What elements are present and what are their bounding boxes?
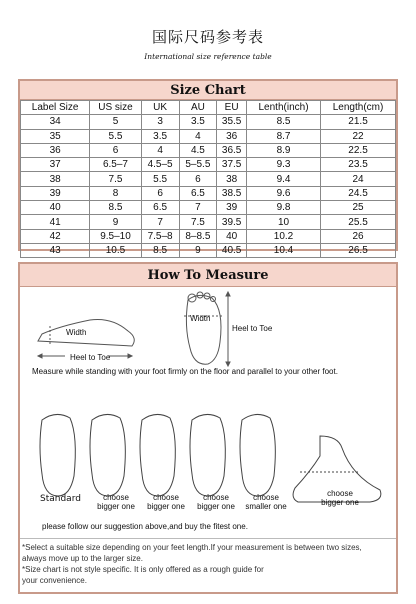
table-cell: 36.5 [217,143,247,157]
table-cell: 23.5 [321,158,396,172]
table-cell: 36 [21,143,90,157]
note-line-2: always move up to the larger size. [22,554,143,563]
table-cell: 6.5–7 [90,158,141,172]
table-cell: 39.5 [217,215,247,229]
column-header: EU [217,101,247,115]
table-cell: 40.5 [217,243,247,257]
table-cell: 24 [321,172,396,186]
table-cell: 37.5 [217,158,247,172]
table-cell: 9.3 [246,158,320,172]
table-cell: 41 [21,215,90,229]
table-row [21,143,396,157]
table-cell: 39 [217,201,247,215]
table-cell: 8.5 [141,243,179,257]
table-cell: 36 [217,129,247,143]
table-cell: 6.5 [141,201,179,215]
table-cell: 37 [21,158,90,172]
table-cell: 9.5–10 [90,229,141,243]
table-cell: 7 [179,201,217,215]
table-cell: 6 [90,143,141,157]
table-row [21,229,396,243]
table-row [21,158,396,172]
size-chart-header [20,81,396,100]
table-cell: 35.5 [217,115,247,129]
table-cell: 26 [321,229,396,243]
standard-label: Standard [40,494,81,504]
table-cell: 8.9 [246,143,320,157]
table-cell: 35 [21,129,90,143]
table-cell: 9 [179,243,217,257]
table-cell: 8.7 [246,129,320,143]
table-cell: 22.5 [321,143,396,157]
table-cell: 4.5–5 [141,158,179,172]
table-body [21,115,396,258]
column-header: AU [179,101,217,115]
table-cell: 6 [141,186,179,200]
column-header: UK [141,101,179,115]
note-line-1: *Select a suitable size depending on your feet length.If your measurement is between two sizes, [22,543,362,552]
table-cell: 10.5 [90,243,141,257]
table-cell: 7.5–8 [141,229,179,243]
table-cell: 5.5 [90,129,141,143]
table-cell: 9.6 [246,186,320,200]
table-cell: 6 [179,172,217,186]
table-row [21,129,396,143]
foot-label-4: choose smaller one [245,493,287,511]
table-cell: 4.5 [179,143,217,157]
table-cell: 7.5 [90,172,141,186]
how-to-measure-header [20,264,396,287]
table-cell: 8.5 [90,201,141,215]
table-cell: 4 [179,129,217,143]
heel-to-toe-label: Heel to Toe [70,353,111,362]
table-row [21,215,396,229]
table-cell: 6.5 [179,186,217,200]
table-cell: 40 [21,201,90,215]
size-table [20,100,396,258]
note-line-3: *Size chart is not style specific. It is only offered as a rough guide for [22,565,264,574]
table-cell: 9.4 [246,172,320,186]
table-row [21,201,396,215]
table-cell: 10 [246,215,320,229]
table-cell: 7.5 [179,215,217,229]
table-cell: 5–5.5 [179,158,217,172]
table-cell: 24.5 [321,186,396,200]
column-header: Length(cm) [321,101,396,115]
table-cell: 25 [321,201,396,215]
width-label-top: Width [190,314,211,323]
table-cell: 25.5 [321,215,396,229]
table-cell: 21.5 [321,115,396,129]
table-cell: 22 [321,129,396,143]
table-cell: 42 [21,229,90,243]
page-subtitle: International size reference table [144,52,272,61]
table-cell: 5 [90,115,141,129]
table-cell: 3.5 [141,129,179,143]
table-cell: 34 [21,115,90,129]
column-header: US size [90,101,141,115]
notes-divider [20,538,396,539]
table-cell: 3 [141,115,179,129]
note-line-4: your convenience. [22,576,87,585]
table-row [21,186,396,200]
table-cell: 8 [90,186,141,200]
table-cell: 38.5 [217,186,247,200]
table-cell: 8.5 [246,115,320,129]
page-title: 国际尺码参考表 [151,28,264,46]
table-row [21,243,396,257]
table-cell: 8–8.5 [179,229,217,243]
how-to-measure-title: How To Measure [147,267,269,283]
table-cell: 5.5 [141,172,179,186]
heel-to-toe-label-top: Heel to Toe [232,324,273,333]
table-cell: 26.5 [321,243,396,257]
table-cell: 40 [217,229,247,243]
column-header: Lenth(inch) [246,101,320,115]
how-to-measure-panel [18,262,398,594]
follow-suggestion: please follow our suggestion above,and buy the fitest one. [42,522,248,531]
table-cell: 9.8 [246,201,320,215]
foot-label-3: choose bigger one [197,493,235,511]
table-cell: 10.4 [246,243,320,257]
table-cell: 10.2 [246,229,320,243]
table-cell: 43 [21,243,90,257]
size-chart [18,79,398,257]
table-row [21,115,396,129]
table-cell: 4 [141,143,179,157]
table-cell: 38 [217,172,247,186]
table-cell: 9 [90,215,141,229]
foot-label-5: choose bigger one [321,489,359,507]
top-foot-diagram [184,292,230,366]
column-header: Label Size [21,101,90,115]
measure-instruction: Measure while standing with your foot firmly on the floor and parallel to your other foot. [32,367,338,376]
foot-label-1: choose bigger one [97,493,135,511]
table-cell: 39 [21,186,90,200]
width-label: Width [66,328,87,337]
foot-label-2: choose bigger one [147,493,185,511]
size-chart-title: Size Chart [170,82,246,98]
table-cell: 7 [141,215,179,229]
table-header-row [21,101,396,115]
table-cell: 38 [21,172,90,186]
table-cell: 3.5 [179,115,217,129]
table-row [21,172,396,186]
